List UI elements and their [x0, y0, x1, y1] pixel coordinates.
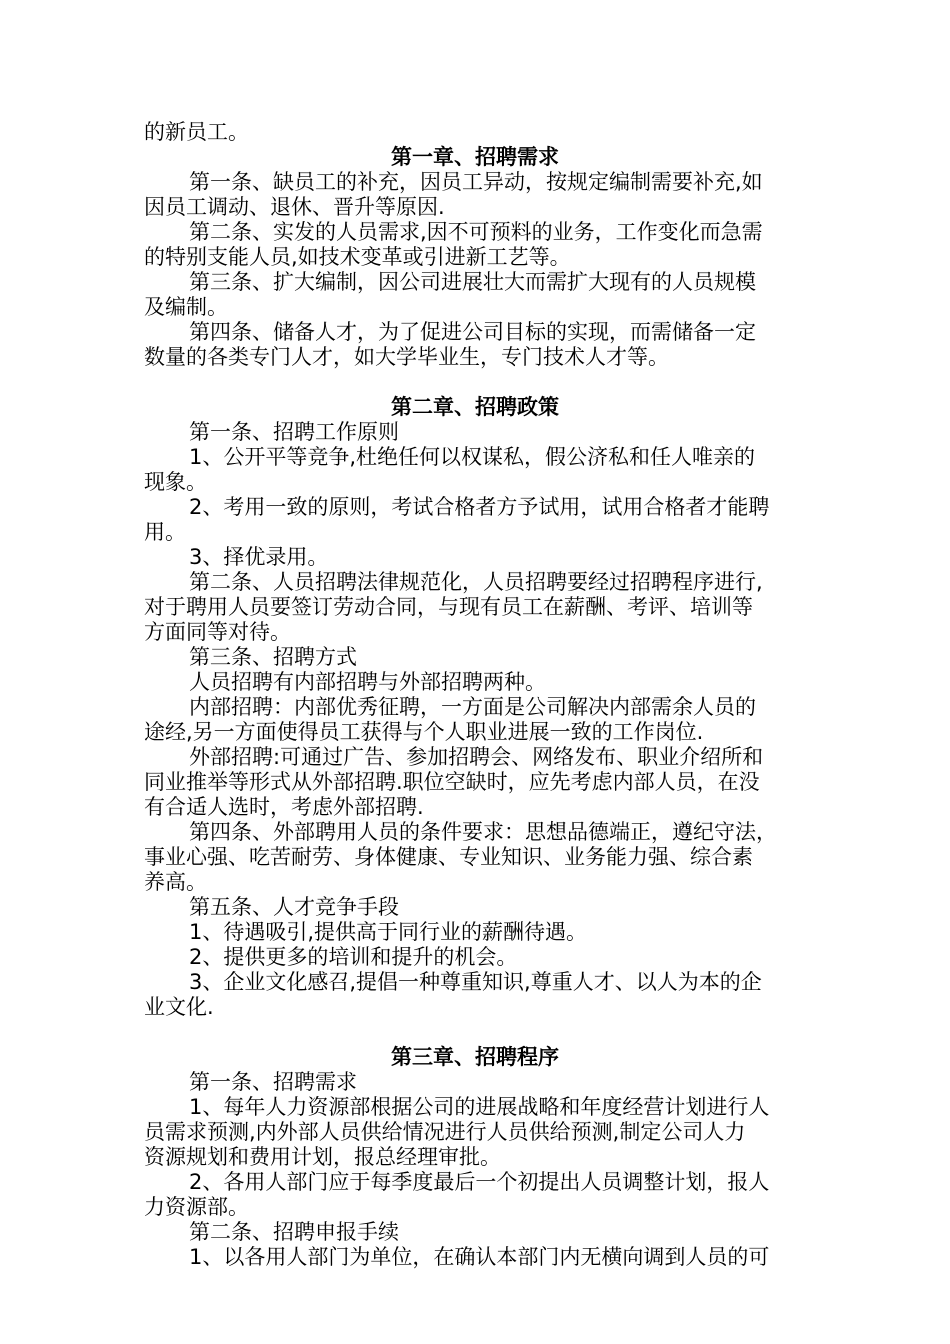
- text-line: 业文化.: [144, 995, 214, 1019]
- text-line: 第二条、招聘申报手续: [189, 1220, 399, 1244]
- chapter-1-title: 第一章、招聘需求: [391, 145, 559, 169]
- text-line: 现象。: [144, 470, 207, 494]
- text-line: 事业心强、吃苦耐劳、身体健康、专业知识、业务能力强、综合素: [144, 845, 753, 869]
- text-line: 3、择优录用。: [189, 545, 329, 569]
- text-line: 第一条、缺员工的补充，因员工异动，按规定编制需要补充,如: [189, 170, 763, 194]
- text-line: 1、公开平等竞争,杜绝任何以权谋私，假公济私和任人唯亲的: [189, 445, 756, 469]
- text-line: 第五条、人才竞争手段: [189, 895, 399, 919]
- text-line: 有合适人选时，考虑外部招聘.: [144, 795, 424, 819]
- text-line: 3、企业文化感召,提倡一种尊重知识,尊重人才、以人为本的企: [189, 970, 762, 994]
- text-line: 因员工调动、退休、晋升等原因.: [144, 195, 445, 219]
- text-line: 内部招聘：内部优秀征聘，一方面是公司解决内部需余人员的: [189, 695, 756, 719]
- text-line: 的特别支能人员,如技术变革或引进新工艺等。: [144, 245, 571, 269]
- text-line: 第一条、招聘工作原则: [189, 420, 399, 444]
- text-line: 养高。: [144, 870, 207, 894]
- text-line: 对于聘用人员要签订劳动合同，与现有员工在薪酬、考评、培训等: [144, 595, 753, 619]
- text-line: 1、待遇吸引,提供高于同行业的薪酬待遇。: [189, 920, 588, 944]
- text-line: 用。: [144, 520, 186, 544]
- text-line: 第四条、外部聘用人员的条件要求：思想品德端正，遵纪守法，: [189, 820, 777, 844]
- text-line: 1、每年人力资源部根据公司的进展战略和年度经营计划进行人: [189, 1095, 770, 1119]
- text-line: 2、考用一致的原则，考试合格者方予试用，试用合格者才能聘: [189, 495, 770, 519]
- text-line: 2、各用人部门应于每季度最后一个初提出人员调整计划，报人: [189, 1170, 770, 1194]
- text-line: 第三条、扩大编制，因公司进展壮大而需扩大现有的人员规模: [189, 270, 756, 294]
- text-line: 1、以各用人部门为单位，在确认本部门内无横向调到人员的可: [189, 1245, 770, 1269]
- text-line: 数量的各类专门人才，如大学毕业生，专门技术人才等。: [144, 345, 669, 369]
- text-line: 第三条、招聘方式: [189, 645, 357, 669]
- text-line: 力资源部。: [144, 1195, 249, 1219]
- text-line: 2、提供更多的培训和提升的机会。: [189, 945, 518, 969]
- text-line: 及编制。: [144, 295, 228, 319]
- chapter-2-title: 第二章、招聘政策: [391, 395, 559, 419]
- text-line: 同业推举等形式从外部招聘.职位空缺时，应先考虑内部人员，在没: [144, 770, 760, 794]
- text-line: 途经,另一方面使得员工获得与个人职业进展一致的工作岗位.: [144, 720, 704, 744]
- text-line: 外部招聘:可通过广告、参加招聘会、网络发布、职业介绍所和: [189, 745, 764, 769]
- text-line: 第一条、招聘需求: [189, 1070, 357, 1094]
- text-line: 第四条、储备人才，为了促进公司目标的实现，而需储备一定: [189, 320, 756, 344]
- text-line: 员需求预测,内外部人员供给情况进行人员供给预测,制定公司人力: [144, 1120, 746, 1144]
- text-line: 第二条、实发的人员需求,因不可预料的业务，工作变化而急需: [189, 220, 763, 244]
- text-line: 第二条、人员招聘法律规范化，人员招聘要经过招聘程序进行,: [189, 570, 763, 594]
- text-line: 人员招聘有内部招聘与外部招聘两种。: [189, 670, 546, 694]
- chapter-3-title: 第三章、招聘程序: [391, 1045, 559, 1069]
- text-line: 方面同等对待。: [144, 620, 291, 644]
- text-line: 资源规划和费用计划，报总经理审批。: [144, 1145, 501, 1169]
- text-line: 的新员工。: [144, 120, 249, 144]
